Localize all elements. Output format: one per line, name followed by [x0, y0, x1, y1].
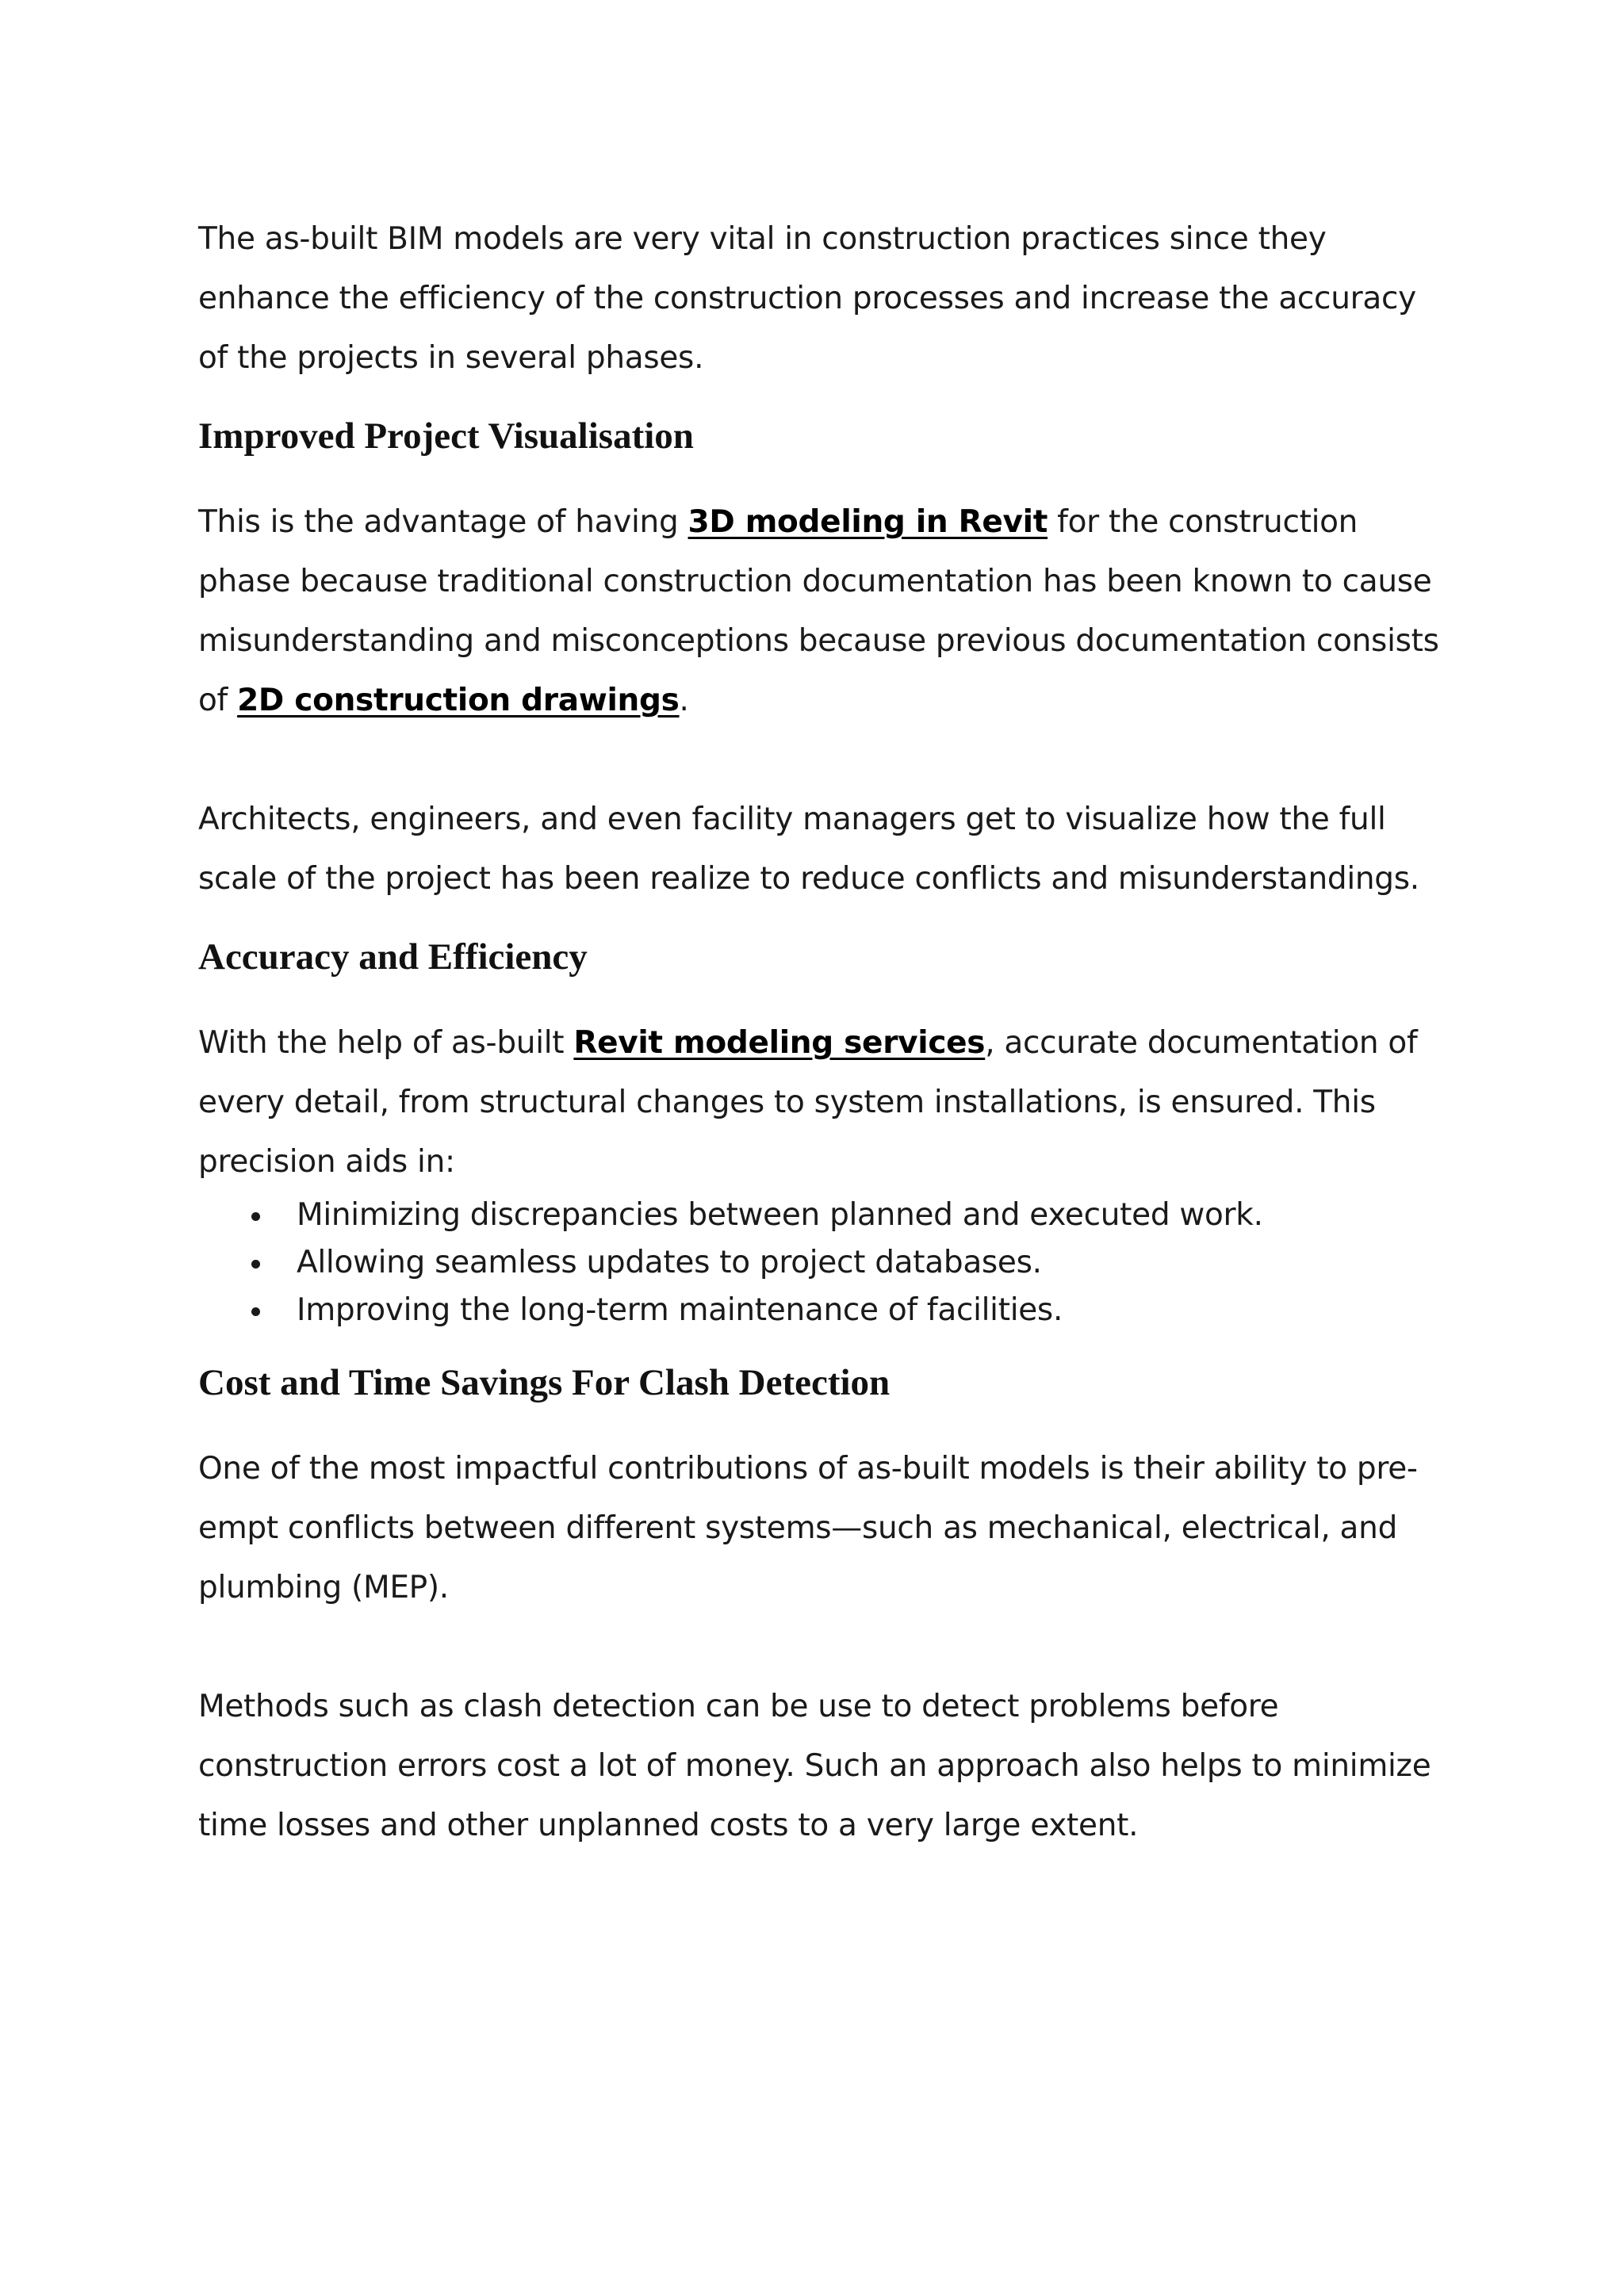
- list-item: [198, 1287, 1451, 1334]
- list-item: [198, 1239, 1451, 1287]
- link-revit-modeling-services[interactable]: Revit modeling services: [573, 1025, 986, 1061]
- text-span: for the construction phase because traditional construction documentation has been known to cause misunderstanding and misconceptions because previous documentation consists of: [198, 504, 1439, 718]
- list-item: [198, 1192, 1451, 1239]
- text-span: , accurate documentation of every detail, from structural changes to system installations, is ensured. This precision aids in:: [198, 1025, 1418, 1180]
- text-span: .: [679, 683, 689, 718]
- bullet-icon: [251, 1212, 260, 1221]
- list-item-text: Minimizing discrepancies between planned and executed work.: [297, 1197, 1263, 1233]
- document-page: [198, 209, 1451, 1855]
- accuracy-paragraph: [198, 1013, 1451, 1192]
- list-item-text: Improving the long-term maintenance of facilities.: [297, 1292, 1063, 1328]
- list-item-text: Allowing seamless updates to project databases.: [297, 1245, 1042, 1280]
- heading-improved-project-visualisation: Improved Project Visualisation: [198, 415, 694, 457]
- bullet-icon: [251, 1260, 260, 1269]
- visualisation-paragraph-1: [198, 492, 1451, 730]
- clash-paragraph-2: Methods such as clash detection can be use to detect problems before construction errors cost a lot of money. Such an approach also helps to minimize time losses and other unplanned costs to a very large extent.: [198, 1689, 1431, 1843]
- bullet-icon: [251, 1307, 260, 1316]
- precision-bullet-list: [198, 1192, 1451, 1334]
- clash-paragraph-1: One of the most impactful contributions of as-built models is their ability to pre-empt conflicts between different systems—such as mechanical, electrical, and plumbing (MEP).: [198, 1451, 1418, 1605]
- intro-paragraph: The as-built BIM models are very vital in construction practices since they enhance the efficiency of the construction processes and increase the accuracy of the projects in several phases.: [198, 221, 1416, 376]
- link-3d-modeling-in-revit[interactable]: 3D modeling in Revit: [688, 504, 1048, 540]
- text-span: With the help of as-built: [198, 1025, 574, 1061]
- link-2d-construction-drawings[interactable]: 2D construction drawings: [237, 683, 680, 718]
- text-span: This is the advantage of having: [198, 504, 688, 540]
- visualisation-paragraph-2: Architects, engineers, and even facility managers get to visualize how the full scale of the project has been realize to reduce conflicts and misunderstandings.: [198, 802, 1419, 897]
- heading-accuracy-and-efficiency: Accuracy and Efficiency: [198, 936, 588, 978]
- heading-cost-and-time-savings: Cost and Time Savings For Clash Detection: [198, 1362, 891, 1403]
